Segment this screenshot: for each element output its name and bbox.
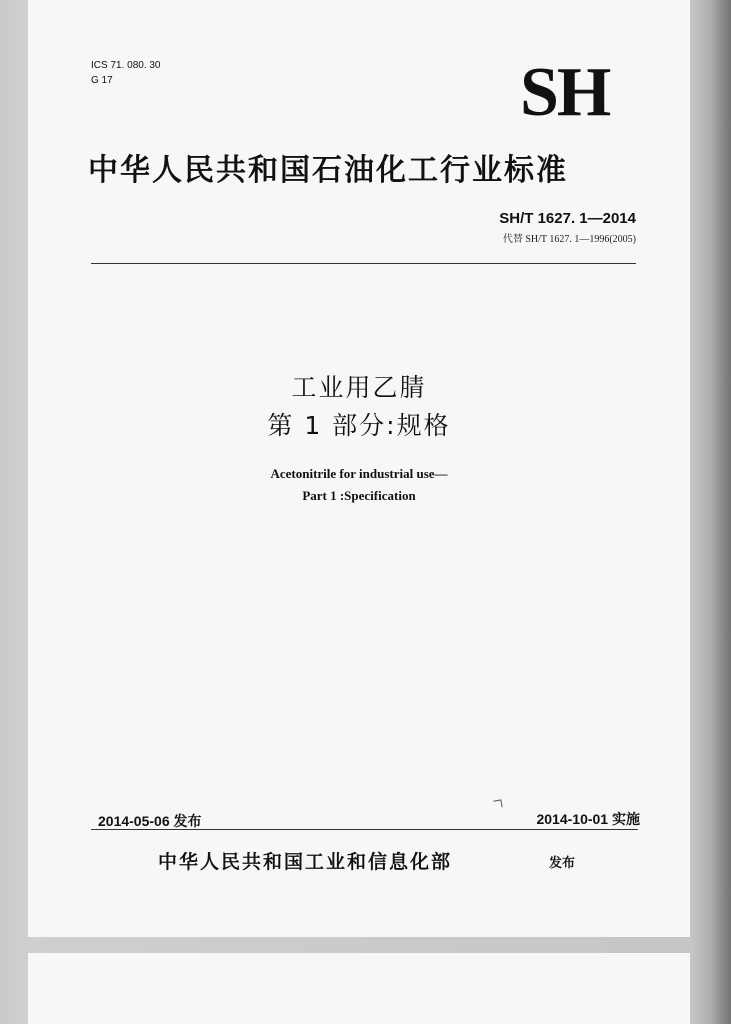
publisher-name: 中华人民共和国工业和信息化部	[158, 851, 453, 873]
implementation-date: 2014-10-01 实施	[536, 811, 640, 827]
viewer-edge-shadow	[691, 0, 731, 1024]
replaces-standard: 代替 SH/T 1627. 1—1996(2005)	[502, 234, 636, 245]
document-page-cover	[28, 0, 690, 937]
sh-logo: SH	[520, 54, 610, 131]
class-code: G 17	[91, 75, 113, 86]
issue-date: 2014-05-06 发布	[98, 813, 202, 829]
title-en-part: Part 1 :Specification	[302, 488, 416, 503]
organization-title: 中华人民共和国石油化工行业标准	[88, 153, 568, 188]
title-cn-main: 工业用乙腈	[291, 373, 427, 402]
document-page-next	[28, 953, 690, 1024]
classification-codes	[91, 58, 161, 88]
title-cn-part: 第 1 部分:规格	[267, 411, 451, 440]
ics-code: ICS 71. 080. 30	[91, 60, 161, 71]
scan-mark	[493, 799, 502, 808]
footer-divider	[91, 829, 638, 830]
standard-number: SH/T 1627. 1—2014	[499, 210, 636, 227]
publisher-action: 发布	[549, 856, 576, 871]
header-divider	[91, 263, 636, 264]
title-en-main: Acetonitrile for industrial use—	[270, 466, 448, 481]
